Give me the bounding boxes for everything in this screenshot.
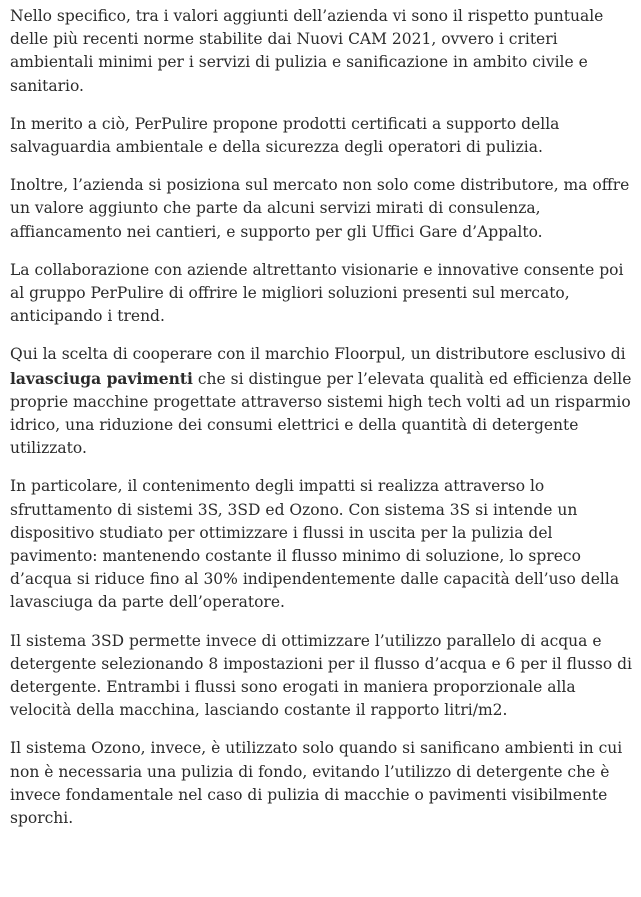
paragraph-ozono-system: Il sistema Ozono, invece, è utilizzato solo quando si sanificano ambienti in cui non è necessaria una pulizia di fondo, evitando l’utilizzo di detergente che è invece fondamentale nel caso di pulizia di macchie o pavimenti visibilmente sporchi. xyxy=(10,739,623,828)
paragraph-added-value: Inoltre, l’azienda si posiziona sul mercato non solo come distributore, ma offre un valore aggiunto che parte da alcuni servizi mirati di consulenza, affiancamento nei cantieri, e supporto per gli Uffici Gare d’Appalto. xyxy=(10,176,630,241)
paragraph-3s-system: In particolare, il contenimento degli impatti si realizza attraverso lo sfruttamento di sistemi 3S, 3SD ed Ozono. Con sistema 3S si intende un dispositivo studiato per ottimizzare i flussi in uscita per la pulizia del pavimento: mantenendo costante il flusso minimo di soluzione, lo spreco d’acqua si riduce fino al 30% indipendentemente dalle capacità dell’uso della lavasciuga da parte dell’operatore. xyxy=(10,477,620,612)
paragraph-floorpul-rest: che si distingue per l’elevata qualità ed efficienza delle proprie macchine progettate attraverso sistemi high tech volti ad un risparmio idrico, una riduzione dei consumi elettrici e della quantità di detergente utilizzato. xyxy=(10,369,632,458)
lavasciuga-pavimenti-link[interactable]: lavasciuga pavimenti xyxy=(10,368,193,388)
paragraph-cam-2021: Nello specifico, tra i valori aggiunti dell’azienda vi sono il rispetto puntuale delle più recenti norme stabilite dai Nuovi CAM 2021, ovvero i criteri ambientali minimi per i servizi di pulizia e sanificazione in ambito civile e sanitario. xyxy=(10,7,604,95)
paragraph-3sd-system: Il sistema 3SD permette invece di ottimizzare l’utilizzo parallelo di acqua e detergente selezionando 8 impostazioni per il flusso d’acqua e 6 per il flusso di detergente. Entrambi i flussi sono erogati in maniera proporzionale alla velocità della macchina, lasciando costante il rapporto litri/m2. xyxy=(10,631,632,720)
paragraph-floorpul xyxy=(10,343,632,460)
paragraph-certified-products: In merito a ciò, PerPulire propone prodotti certificati a supporto della salvaguardia ambientale e della sicurezza degli operatori di pulizia. xyxy=(10,114,560,157)
article-body xyxy=(10,5,632,845)
paragraph-floorpul-intro: Qui la scelta di cooperare con il marchio Floorpul, un distributore esclusivo di xyxy=(10,345,626,364)
paragraph-collaboration: La collaborazione con aziende altrettanto visionarie e innovative consente poi al gruppo PerPulire di offrire le migliori soluzioni presenti sul mercato, anticipando i trend. xyxy=(10,260,624,326)
